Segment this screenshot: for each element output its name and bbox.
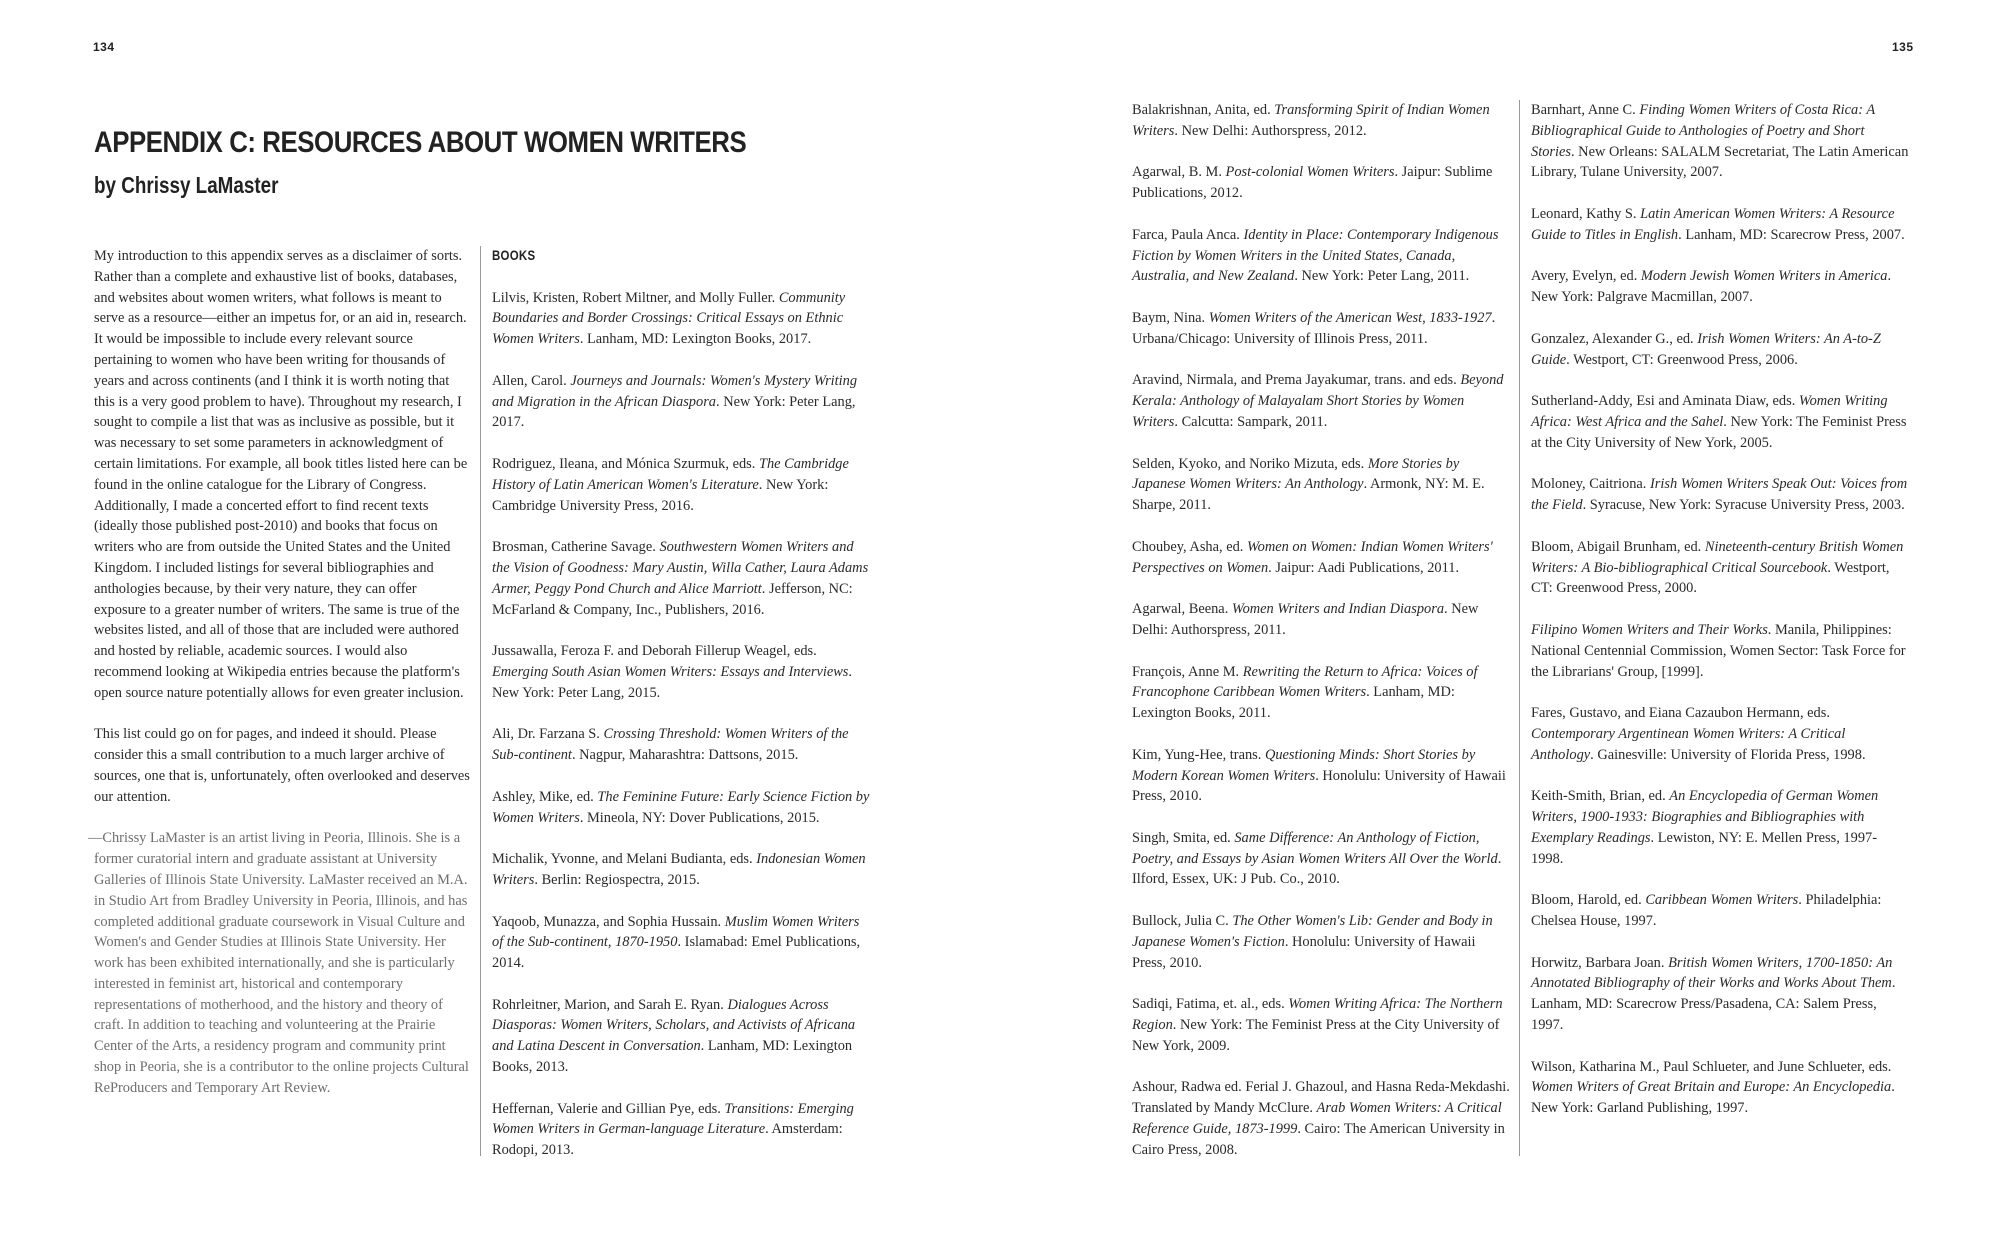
book-publication: . Amsterdam: Rodopi, 2013. [492, 1121, 843, 1159]
book-publication: . Jefferson, NC: McFarland & Company, Inc., Publishers, 2016. [492, 580, 853, 618]
book-publication: . Jaipur: Aadi Publications, 2011. [1268, 559, 1460, 576]
book-entry [492, 995, 870, 1078]
book-title: Muslim Women Writers of the Sub-continent, 1870-1950 [492, 913, 860, 951]
book-publication: . Syracuse, New York: Syracuse University Press, 2003. [1582, 497, 1905, 514]
book-authors: Ashley, Mike, ed. [492, 788, 598, 805]
book-authors: Selden, Kyoko, and Noriko Mizuta, eds. [1132, 455, 1368, 472]
books-column-3 [1531, 100, 1909, 1140]
book-entry [1531, 329, 1909, 371]
book-authors: Michalik, Yvonne, and Melani Budianta, eds. [492, 851, 757, 868]
book-authors: Ali, Dr. Farzana S. [492, 726, 604, 743]
book-authors: Moloney, Caitriona. [1531, 476, 1650, 493]
book-authors: Bullock, Julia C. [1132, 913, 1233, 930]
book-entry [1132, 162, 1510, 204]
book-entry [492, 454, 870, 516]
book-title: Post-colonial Women Writers [1225, 164, 1395, 181]
book-publication: . New York: Peter Lang, 2011. [1294, 268, 1470, 285]
book-entry [1531, 1057, 1909, 1119]
book-publication: . Philadelphia: Chelsea House, 1997. [1531, 892, 1882, 930]
book-title: Women Writers of the American West, 1833-1927 [1208, 309, 1492, 326]
book-authors: Balakrishnan, Anita, ed. [1132, 102, 1275, 118]
book-publication: . Urbana/Chicago: University of Illinois Press, 2011. [1132, 309, 1496, 347]
book-publication: . New York: Peter Lang, 2017. [492, 393, 856, 431]
book-entry [1531, 474, 1909, 516]
book-authors: Sutherland-Addy, Esi and Aminata Diaw, eds. [1531, 393, 1799, 410]
book-title: Nineteenth-century British Women Writers: A Bio-bibliographical Critical Sourcebook [1531, 538, 1904, 576]
book-entry [1531, 620, 1909, 682]
book-entry [1531, 786, 1909, 869]
book-authors: Singh, Smita, ed. [1132, 829, 1235, 846]
book-title: Finding Women Writers of Costa Rica: A Bibliographical Guide to Anthologies of Poetry and Short Stories [1531, 102, 1875, 160]
book-authors: Baym, Nina. [1132, 309, 1209, 326]
book-entry [1531, 204, 1909, 246]
book-title: British Women Writers, 1700-1850: An Annotated Bibliography of their Works and Works About Them [1531, 954, 1893, 992]
book-entry [1132, 225, 1510, 287]
book-entry [492, 371, 870, 433]
book-publication: . Nagpur, Maharashtra: Dattsons, 2015. [571, 747, 799, 764]
book-entry [1132, 662, 1510, 724]
book-entry [492, 1099, 870, 1161]
book-title: Indonesian Women Writers [492, 851, 866, 888]
book-authors: Keith-Smith, Brian, ed. [1531, 788, 1670, 805]
book-title: Rewriting the Return to Africa: Voices of Francophone Caribbean Women Writers [1132, 663, 1478, 701]
book-publication: . Jaipur: Sublime Publications, 2012. [1132, 164, 1493, 202]
book-title: Women Writing Africa: The Northern Region [1132, 996, 1503, 1034]
book-publication: . Ilford, Essex, UK: J Pub. Co., 2010. [1132, 850, 1502, 888]
book-title: Journeys and Journals: Women's Mystery Writing and Migration in the African Diaspora [492, 372, 858, 410]
introduction-column [88, 246, 470, 1099]
book-title: Crossing Threshold: Women Writers of the Sub-continent [492, 726, 849, 764]
book-entry [492, 849, 870, 891]
book-authors: Heffernan, Valerie and Gillian Pye, eds. [492, 1100, 725, 1117]
book-title: Irish Women Writers Speak Out: Voices from the Field [1531, 476, 1908, 514]
book-title: Women Writers of Great Britain and Europe: An Encyclopedia [1531, 1079, 1892, 1096]
book-publication: . Calcutta: Sampark, 2011. [1174, 413, 1328, 430]
book-authors: Bloom, Abigail Brunham, ed. [1531, 538, 1705, 555]
appendix-title: APPENDIX C: RESOURCES ABOUT WOMEN WRITERS [94, 126, 747, 159]
book-entry [1132, 911, 1510, 973]
book-title: An Encyclopedia of German Women Writers, 1900-1933: Biographies and Bibliographies with Exemplary Readings [1531, 788, 1879, 846]
books-column-2 [1132, 100, 1510, 1181]
book-entry [492, 641, 870, 703]
book-title: Transitions: Emerging Women Writers in German-language Literature [492, 1100, 854, 1138]
book-title: The Feminine Future: Early Science Fiction by Women Writers [492, 788, 870, 826]
book-entry [1531, 391, 1909, 453]
book-entry [492, 288, 870, 350]
book-publication: . New York: The Feminist Press at the City University of New York, 2005. [1531, 413, 1907, 451]
book-publication: . Manila, Philippines: National Centennial Commission, Women Sector: Task Force for the Librarians' Group, [1999]. [1531, 621, 1906, 680]
book-publication: . Lewiston, NY: E. Mellen Press, 1997-1998. [1531, 829, 1878, 867]
book-authors: Wilson, Katharina M., Paul Schlueter, and June Schlueter, eds. [1531, 1058, 1892, 1075]
book-title: Dialogues Across Diasporas: Women Writers, Scholars, and Activists of Africana and Latina Descent in Conversation [492, 996, 856, 1055]
book-publication: . Armonk, NY: M. E. Sharpe, 2011. [1132, 476, 1485, 514]
book-publication: . New York: Garland Publishing, 1997. [1531, 1079, 1895, 1117]
author-bio: —Chrissy LaMaster is an artist living in Peoria, Illinois. She is a former curatorial intern and graduate assistant at University Galleries of Illinois State University. LaMaster received an M.A. in Studio Art from Bradley University in Peoria, Illinois, and has completed additional graduate coursework in Visual Culture and Women's and Gender Studies at Illinois State University. Her work has been exhibited internationally, and she is particularly interested in feminist art, historical and contemporary representations of motherhood, and the history and theory of craft. In addition to teaching and volunteering at the Prairie Center of the Arts, a residency program and community print shop in Peoria, she is a contributor to the online projects Cultural ReProducers and Temporary Art Review. [88, 830, 469, 1096]
book-entry [1132, 370, 1510, 432]
book-publication: . Cairo: The American University in Cairo Press, 2008. [1132, 1121, 1505, 1158]
book-entry [1531, 100, 1909, 183]
book-publication: . Lanham, MD: Lexington Books, 2017. [579, 331, 812, 348]
book-entry [1132, 100, 1510, 142]
book-authors: Kim, Yung-Hee, trans. [1132, 746, 1265, 763]
book-title: Southwestern Women Writers and the Vision of Goodness: Mary Austin, Willa Cather, Laura Adams Armer, Peggy Pond Church and Alice Marriott [492, 539, 869, 597]
book-authors: Choubey, Asha, ed. [1132, 538, 1247, 555]
intro-paragraph-1: My introduction to this appendix serves as a disclaimer of sorts. Rather than a complete and exhaustive list of books, databases, and websites about women writers, what follows is meant to serve as a resource—either an impetus for, or an aid in, research. It would be impossible to include every relevant source pertaining to women who have been writing for thousands of years and across continents (and I think it is worth noting that this is a very good problem to have). Throughout my research, I sought to compile a list that was as inclusive as possible, but it was necessary to set some parameters in acknowledgment of certain limitations. For example, all book titles listed here can be found in the online catalogue for the Library of Congress. Additionally, I made a concerted effort to find recent texts (ideally those published post-2010) and books that focus on writers who are from outside the United States and the United Kingdom. I included listings for several bibliographies and anthologies because, by their very nature, they can offer exposure to a greater number of writers. The same is true of the websites listed, and all of those that are included were authored and hosted by reliable, academic sources. I would also recommend looking at Wikipedia entries because the platform's open source nature potentially allows for even greater inclusion. [94, 248, 468, 701]
book-entry [1531, 703, 1909, 765]
book-publication: . Honolulu: University of Hawaii Press, 2010. [1132, 933, 1476, 971]
book-publication: . Mineola, NY: Dover Publications, 2015. [579, 809, 820, 826]
books-list-1 [492, 288, 870, 1161]
book-publication: . Gainesville: University of Florida Press, 1998. [1590, 746, 1866, 763]
book-authors: Yaqoob, Munazza, and Sophia Hussain. [492, 913, 725, 930]
book-authors: Sadiqi, Fatima, et. al., eds. [1132, 996, 1289, 1013]
book-publication: . Westport, CT: Greenwood Press, 2000. [1531, 559, 1890, 597]
book-title: Arab Women Writers: A Critical Reference Guide, 1873-1999 [1132, 1100, 1502, 1138]
book-publication: . Honolulu: University of Hawaii Press, 2010. [1132, 767, 1506, 805]
books-column-1 [492, 246, 870, 1182]
book-authors: Aravind, Nirmala, and Prema Jayakumar, trans. and eds. [1132, 372, 1461, 389]
books-heading: BOOKS [492, 248, 536, 263]
book-publication: . New Orleans: SALALM Secretariat, The Latin American Library, Tulane University, 2007. [1531, 143, 1909, 181]
left-page-number: 134 [93, 40, 115, 54]
book-authors: Rodriguez, Ileana, and Mónica Szurmuk, eds. [492, 455, 759, 472]
book-entry [1132, 599, 1510, 641]
book-entry [1132, 537, 1510, 579]
book-entry [492, 912, 870, 974]
book-publication: . Lanham, MD: Lexington Books, 2013. [492, 1038, 853, 1076]
book-entry [1531, 266, 1909, 308]
book-entry [1132, 745, 1510, 807]
books-list-2 [1132, 100, 1510, 1161]
book-entry [1132, 308, 1510, 350]
book-publication: . Lanham, MD: Scarecrow Press, 2007. [1678, 226, 1905, 243]
book-entry [1531, 537, 1909, 599]
book-authors: Avery, Evelyn, ed. [1531, 268, 1641, 285]
book-authors: Barnhart, Anne C. [1531, 102, 1640, 118]
books-list-3 [1531, 100, 1909, 1119]
book-authors: Farca, Paula Anca. [1132, 226, 1244, 243]
book-title: Identity in Place: Contemporary Indigenous Fiction by Women Writers in the United States, Canada, Australia, and New Zealand [1132, 226, 1499, 285]
book-title: The Cambridge History of Latin American Women's Literature [492, 455, 849, 493]
book-title: More Stories by Japanese Women Writers: An Anthology [1132, 455, 1460, 493]
book-authors: Ashour, Radwa ed. Ferial J. Ghazoul, and Hasna Reda-Mekdashi. Translated by Mandy McClure. [1132, 1079, 1510, 1117]
book-authors: Allen, Carol. [492, 372, 571, 389]
book-title: Community Boundaries and Border Crossings: Critical Essays on Ethnic Women Writers [492, 289, 846, 348]
intro-paragraph-2: This list could go on for pages, and indeed it should. Please consider this a small contribution to a much larger archive of sources, one that is, unfortunately, often overlooked and deserves our attention. [94, 726, 470, 805]
book-authors: Brosman, Catherine Savage. [492, 539, 660, 556]
book-authors: Horwitz, Barbara Joan. [1531, 954, 1669, 971]
book-publication: . Berlin: Regiospectra, 2015. [534, 871, 700, 888]
book-authors: François, Anne M. [1132, 663, 1243, 680]
book-publication: . New Delhi: Authorspress, 2012. [1174, 122, 1367, 139]
book-title: The Other Women's Lib: Gender and Body in Japanese Women's Fiction [1132, 913, 1493, 950]
book-entry [492, 787, 870, 829]
book-title: Filipino Women Writers and Their Works [1531, 621, 1768, 638]
column-divider-left [480, 246, 481, 1156]
right-page-number: 135 [1892, 40, 1914, 54]
book-authors: Rohrleitner, Marion, and Sarah E. Ryan. [492, 996, 728, 1013]
book-entry [492, 537, 870, 620]
book-authors: Lilvis, Kristen, Robert Miltner, and Molly Fuller. [492, 289, 779, 306]
book-publication: . Lanham, MD: Lexington Books, 2011. [1132, 684, 1455, 722]
book-entry [1132, 1077, 1510, 1160]
book-title: Women Writers and Indian Diaspora [1231, 601, 1445, 618]
book-authors: Bloom, Harold, ed. [1531, 892, 1646, 909]
book-title: Irish Women Writers: An A-to-Z Guide [1531, 330, 1881, 368]
book-authors: Gonzalez, Alexander G., ed. [1531, 330, 1698, 347]
book-title: Transforming Spirit of Indian Women Writers [1132, 102, 1490, 139]
book-title: Emerging South Asian Women Writers: Essays and Interviews [492, 663, 849, 680]
book-title: Latin American Women Writers: A Resource Guide to Titles in English [1531, 205, 1895, 243]
book-authors: Leonard, Kathy S. [1531, 205, 1641, 222]
book-entry [1132, 828, 1510, 890]
book-entry [1132, 994, 1510, 1056]
author-byline: by Chrissy LaMaster [94, 172, 279, 198]
book-publication: . Islamabad: Emel Publications, 2014. [492, 934, 861, 972]
book-title: Questioning Minds: Short Stories by Modern Korean Women Writers [1132, 746, 1476, 784]
book-publication: . New York: Peter Lang, 2015. [492, 663, 853, 701]
book-publication: . Westport, CT: Greenwood Press, 2006. [1566, 351, 1798, 368]
book-title: Women Writing Africa: West Africa and the Sahel [1531, 393, 1888, 430]
book-authors: Jussawalla, Feroza F. and Deborah Fillerup Weagel, eds. [492, 643, 817, 660]
book-publication: . Lanham, MD: Scarecrow Press/Pasadena, CA: Salem Press, 1997. [1531, 975, 1896, 1034]
book-entry [1132, 454, 1510, 516]
book-publication: . New Delhi: Authorspress, 2011. [1132, 601, 1479, 638]
book-entry [1531, 890, 1909, 932]
book-publication: . New York: The Feminist Press at the City University of New York, 2009. [1132, 1017, 1500, 1054]
book-authors: Agarwal, Beena. [1132, 601, 1232, 618]
book-title: Contemporary Argentinean Women Writers: A Critical Anthology [1531, 725, 1846, 763]
book-entry [492, 724, 870, 766]
book-authors: Agarwal, B. M. [1132, 164, 1226, 181]
book-title: Caribbean Women Writers [1645, 892, 1799, 909]
book-title: Beyond Kerala: Anthology of Malayalam Short Stories by Women Writers [1132, 372, 1504, 430]
book-entry [1531, 953, 1909, 1036]
book-title: Women on Women: Indian Women Writers' Perspectives on Women [1132, 538, 1493, 576]
book-title: Modern Jewish Women Writers in America [1640, 268, 1888, 285]
book-title: Same Difference: An Anthology of Fiction, Poetry, and Essays by Asian Women Writers All Over the World [1132, 829, 1498, 867]
column-divider-right [1519, 100, 1520, 1156]
book-authors: Fares, Gustavo, and Eiana Cazaubon Hermann, eds. [1531, 705, 1830, 722]
book-publication: . New York: Palgrave Macmillan, 2007. [1531, 268, 1892, 306]
book-publication: . New York: Cambridge University Press, 2016. [492, 476, 829, 514]
